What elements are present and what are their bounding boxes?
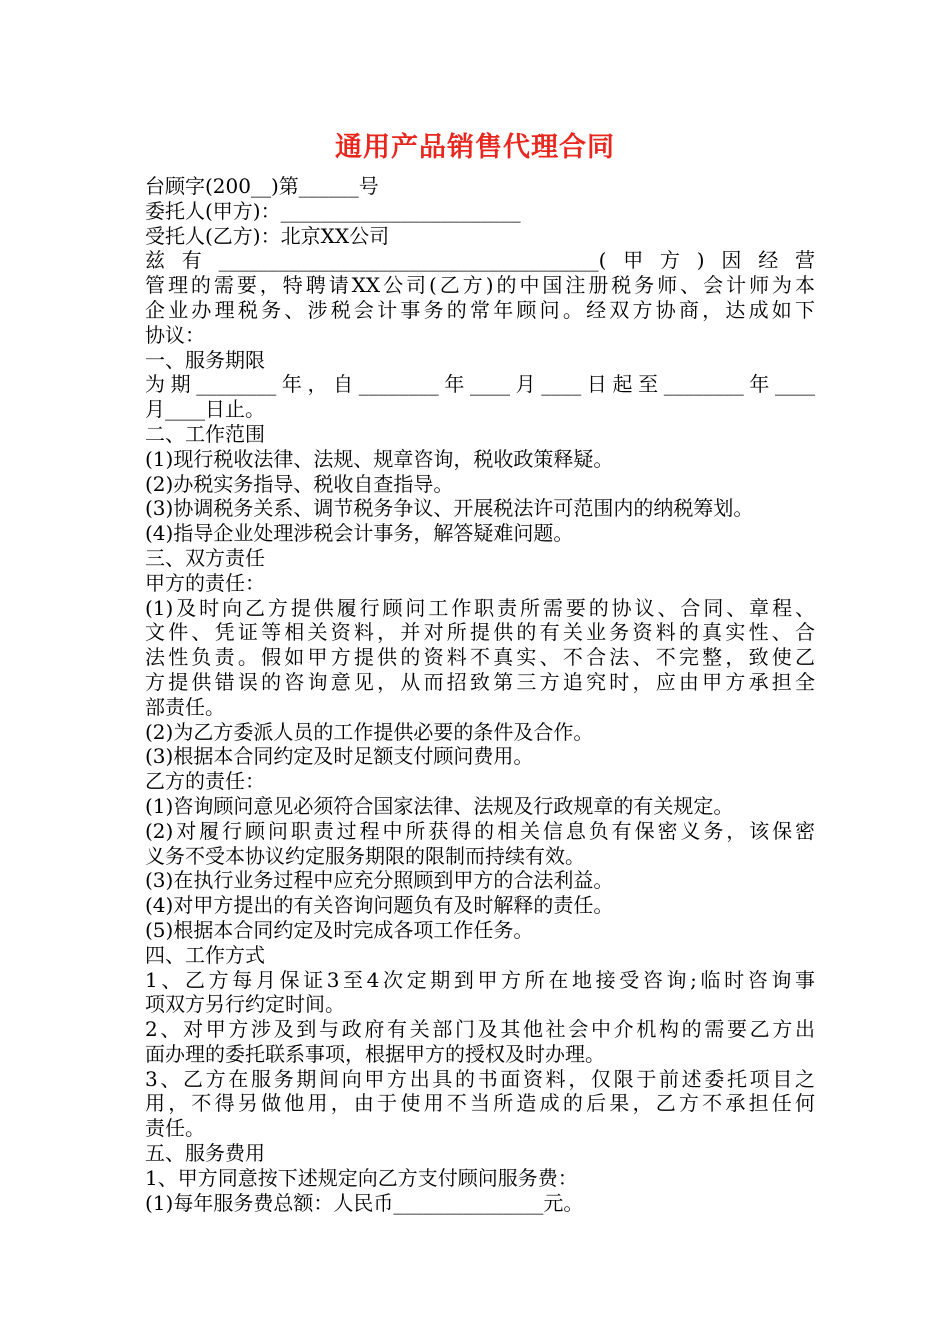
document-line: 面办理的委托联系事项，根据甲方的授权及时办理。 [145, 1041, 605, 1066]
document-line: (3)在执行业务过程中应充分照顾到甲方的合法利益。 [145, 868, 614, 893]
document-line: 台顾字(200__)第______号 [145, 174, 379, 198]
document-line: (1)现行税收法律、法规、规章咨询，税收政策释疑。 [145, 446, 614, 471]
document-line: 方提供错误的咨询意见，从而招致第三方追究时，应由甲方承担全 [145, 669, 815, 694]
document-line: 月____日止。 [145, 397, 265, 422]
document-title: 通用产品销售代理合同 [335, 132, 615, 163]
document-line: (2)对履行顾问职责过程中所获得的相关信息负有保密义务，该保密 [145, 818, 815, 843]
document-line: 部责任。 [145, 694, 225, 719]
document-line: (1)咨询顾问意见必须符合国家法律、法规及行政规章的有关规定。 [145, 793, 734, 818]
document-line: 兹有______________________________________(甲方)因经营 [145, 248, 815, 273]
document-line: (3)根据本合同约定及时足额支付顾问费用。 [145, 744, 534, 769]
document-line: 协议： [145, 322, 205, 347]
document-line: 用，不得另做他用，由于使用不当所造成的后果，乙方不承担任何 [145, 1091, 815, 1116]
document-line: 四、工作方式 [145, 942, 265, 967]
document-line: 项双方另行约定时间。 [145, 992, 345, 1017]
document-line: 一、服务期限 [145, 347, 265, 372]
document-body [145, 174, 815, 1215]
document-line: 管理的需要，特聘请XX公司(乙方)的中国注册税务师、会计师为本 [145, 273, 815, 298]
document-line: (2)为乙方委派人员的工作提供必要的条件及合作。 [145, 719, 594, 744]
document-line: (5)根据本合同约定及时完成各项工作任务。 [145, 917, 534, 942]
document-line: 责任。 [145, 1116, 205, 1141]
document-line: (3)协调税务关系、调节税务争议、开展税法许可范围内的纳税筹划。 [145, 496, 754, 521]
document-line: 三、双方责任 [145, 545, 265, 570]
document-line: 甲方的责任： [145, 570, 265, 595]
document-line: 文件、凭证等相关资料，并对所提供的有关业务资料的真实性、合 [145, 620, 815, 645]
document-line: (4)对甲方提出的有关咨询问题负有及时解释的责任。 [145, 893, 614, 918]
document-line: (2)办税实务指导、税收自查指导。 [145, 471, 454, 496]
document-line: 义务不受本协议约定服务期限的限制而持续有效。 [145, 843, 585, 868]
document-line: 五、服务费用 [145, 1141, 265, 1166]
document-line: 3、乙方在服务期间向甲方出具的书面资料，仅限于前述委托项目之 [145, 1066, 815, 1091]
document-line: 受托人(乙方)：北京XX公司 [145, 223, 390, 248]
document-line: 乙方的责任： [145, 769, 265, 794]
document-line: 二、工作范围 [145, 421, 265, 446]
document-line: (4)指导企业处理涉税会计事务，解答疑难问题。 [145, 521, 574, 546]
document-line: 法性负责。假如甲方提供的资料不真实、不合法、不完整，致使乙 [145, 645, 815, 670]
document-line: 为期________年，自________年____月____日起至________年____ [145, 372, 815, 397]
document-line: 委托人(甲方)：________________________ [145, 198, 521, 223]
document-line: (1)每年服务费总额：人民币_______________元。 [145, 1190, 584, 1215]
document-line: 1、乙方每月保证3至4次定期到甲方所在地接受咨询;临时咨询事 [145, 967, 815, 992]
document-line: 2、对甲方涉及到与政府有关部门及其他社会中介机构的需要乙方出 [145, 1017, 815, 1042]
document-line: (1)及时向乙方提供履行顾问工作职责所需要的协议、合同、章程、 [145, 595, 815, 620]
document-line: 1、甲方同意按下述规定向乙方支付顾问服务费： [145, 1165, 578, 1190]
document-line: 企业办理税务、涉税会计事务的常年顾问。经双方协商，达成如下 [145, 297, 815, 322]
